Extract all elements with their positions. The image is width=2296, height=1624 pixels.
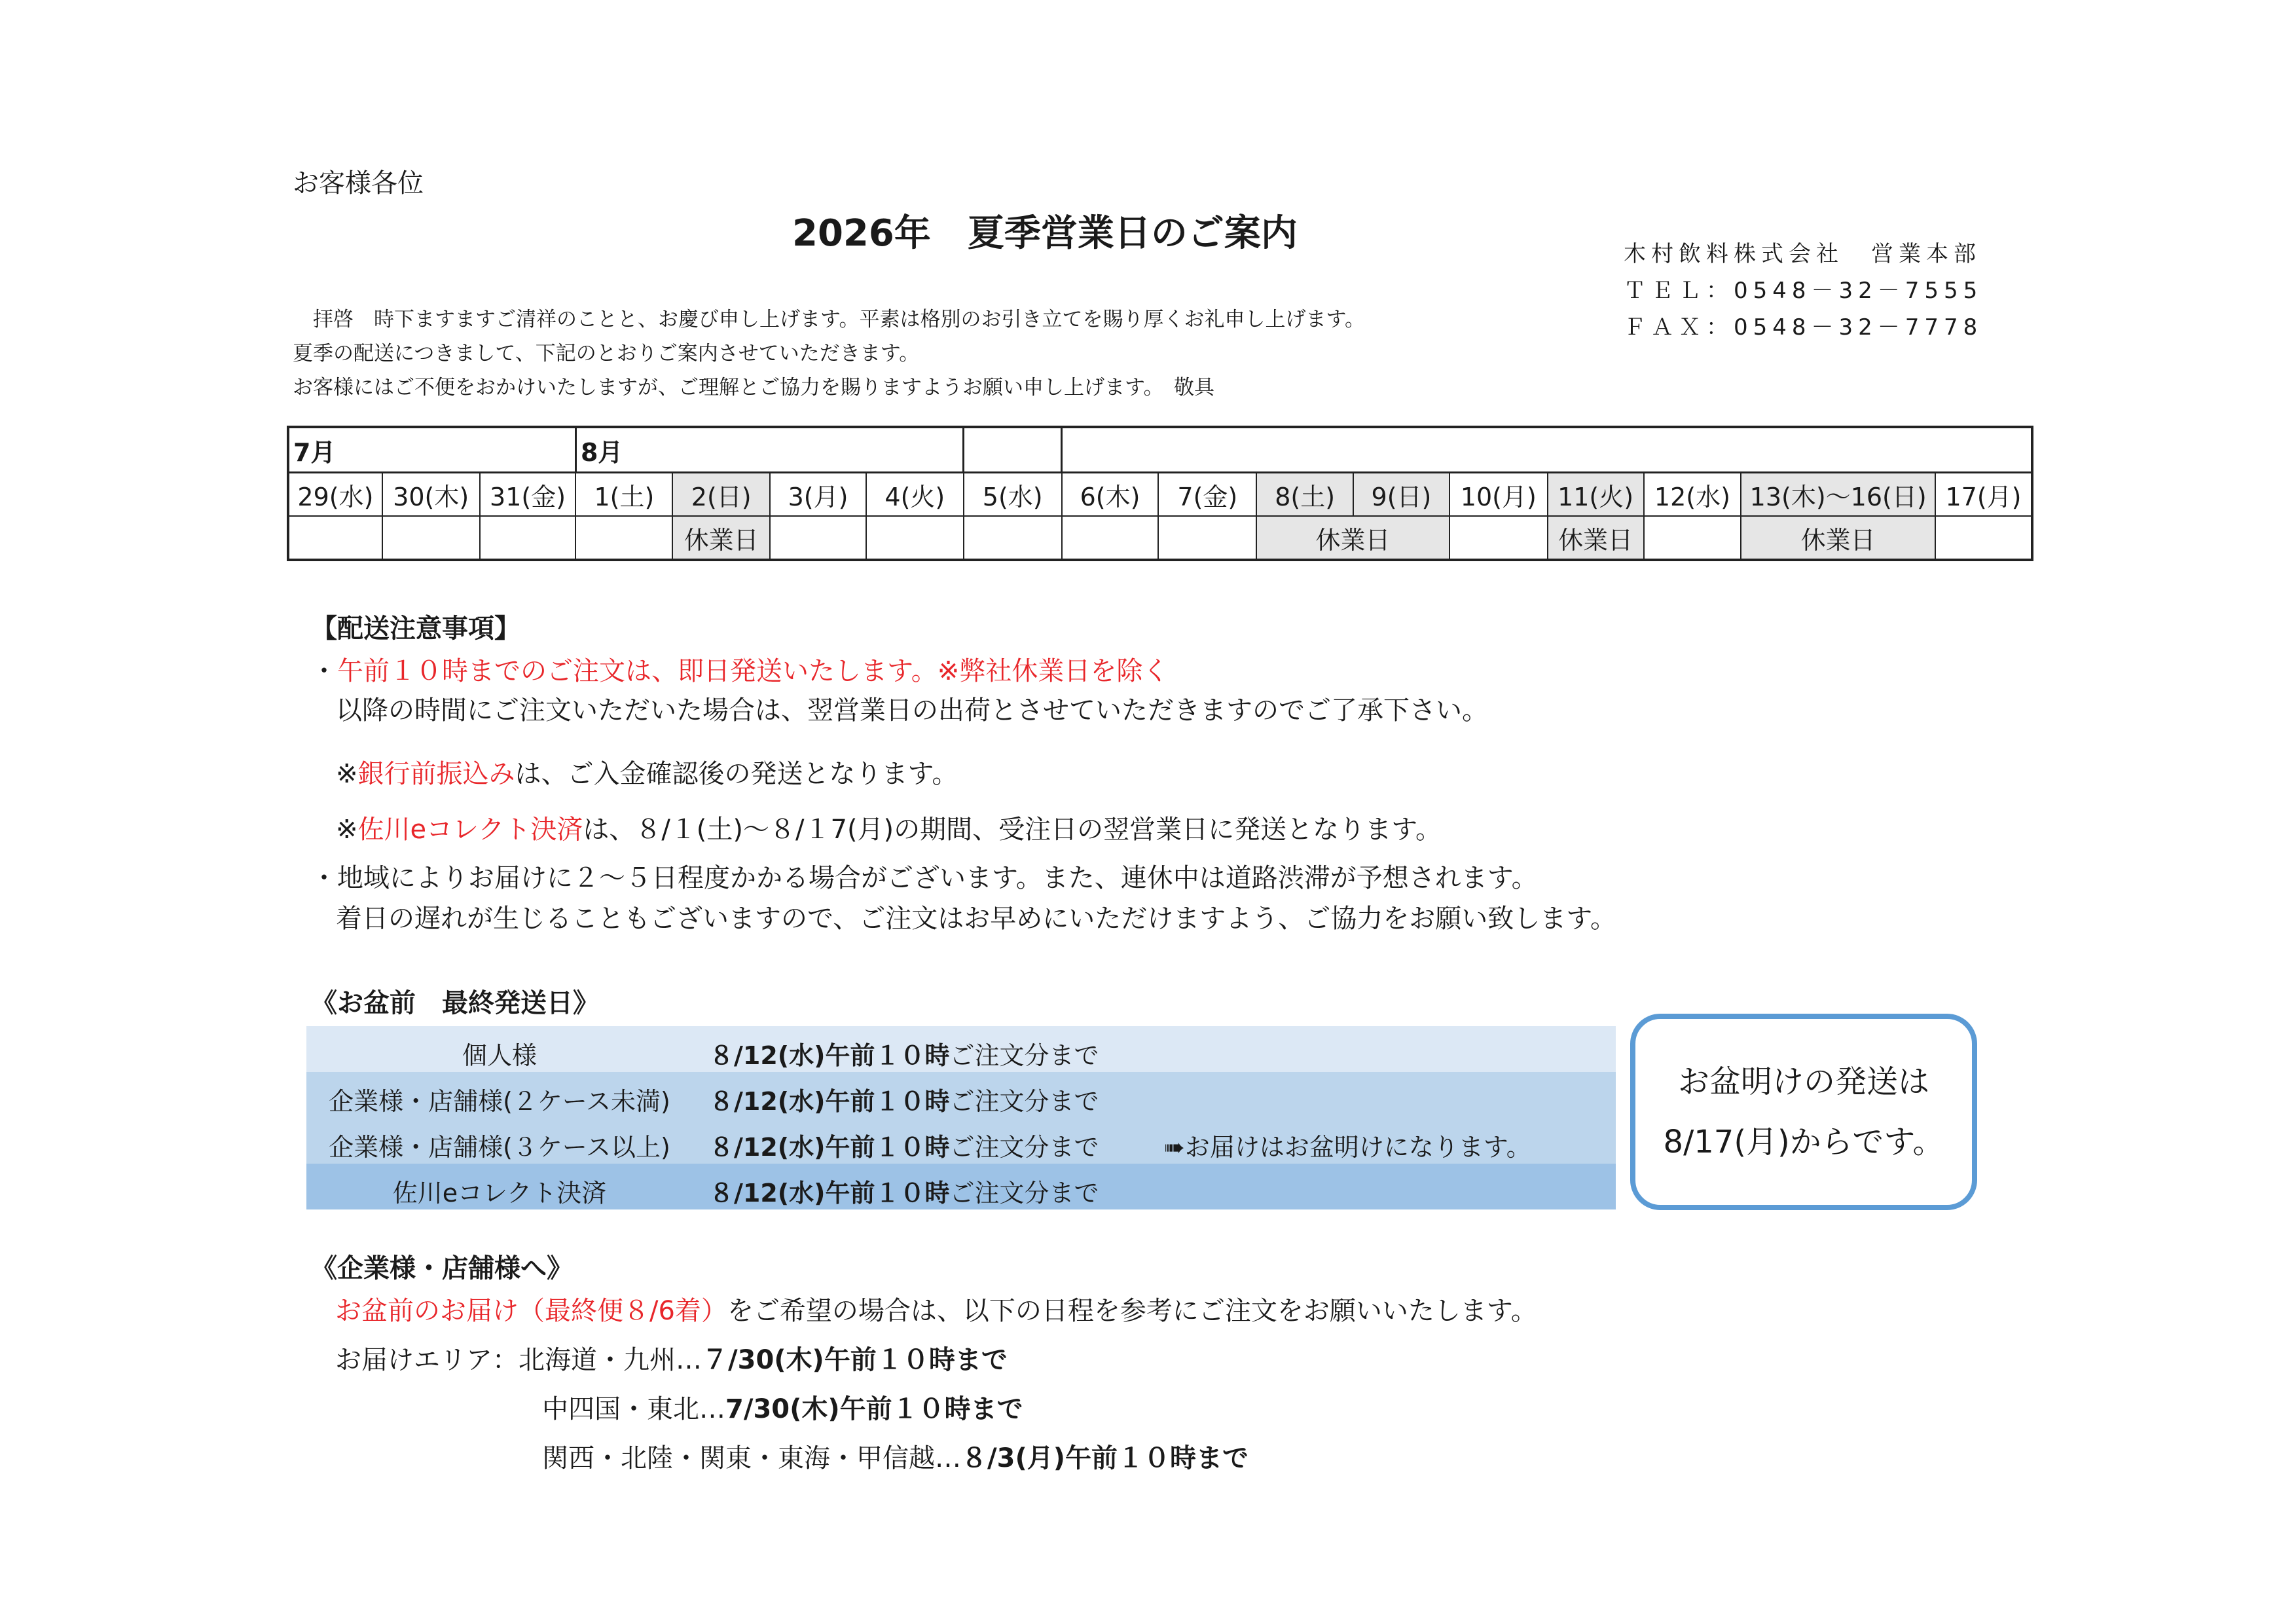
deadline-date: ８/12(水)午前１０時 <box>709 1087 950 1116</box>
area-label: お届けエリア： <box>335 1345 519 1375</box>
calendar-day: 30(木) <box>382 473 480 517</box>
delivery-after-obon-note: ➠お届けはお盆明けになります。 <box>1164 1133 1531 1162</box>
calendar-day: 17(月) <box>1935 473 2032 517</box>
customer-type: 佐川eコレクト決済 <box>392 1179 607 1208</box>
calendar-day: 9(日) <box>1353 473 1449 517</box>
deadline-date: ８/12(水)午前１０時 <box>709 1041 950 1070</box>
area-deadline: 7/30(木)午前１０時まで <box>725 1394 1023 1424</box>
bullet: ・ <box>311 656 337 686</box>
calendar-status <box>1935 516 2032 560</box>
calendar-status <box>382 516 480 560</box>
deadline <box>709 1127 1099 1163</box>
shipping-row <box>306 1118 1616 1164</box>
month-july: 7月 <box>288 427 575 473</box>
calendar-day: 12(水) <box>1644 473 1741 517</box>
greeting-line: 拝啓 時下ますますご清祥のことと、お慶び申し上げます。平素は格別のお引き立てを賜り厚くお礼申し上げます。 <box>293 308 1366 331</box>
calendar-day: 13(木)～16(日) <box>1741 473 1935 517</box>
calendar-status <box>1449 516 1548 560</box>
customer-type: 個人様 <box>462 1041 537 1070</box>
same-day-shipping-note: 午前１０時までのご注文は、即日発送いたします。※弊社休業日を除く <box>337 656 1169 686</box>
calendar-day: 2(日) <box>672 473 770 517</box>
notes-line <box>311 802 1616 858</box>
notes-heading: 【配送注意事項】 <box>311 614 520 644</box>
calendar-status <box>1062 516 1159 560</box>
deadline <box>709 1173 1099 1209</box>
notes-line: 以降の時間にご注文いただいた場合は、翌営業日の出荷とさせていただきますのでご了承下さい。 <box>336 695 1488 726</box>
last-shipping-table <box>306 1026 1616 1209</box>
calendar-status <box>575 516 672 560</box>
shipping-notes <box>311 606 1616 939</box>
calendar-day: 1(土) <box>575 473 672 517</box>
area-line <box>335 1336 1537 1385</box>
company-tel: ＴＥＬ：0548－32－7555 <box>1624 278 1983 304</box>
deadline <box>709 1081 1099 1117</box>
customer-type: 企業様・店舗様(２ケース未満) <box>329 1087 670 1116</box>
bank-transfer-label: 銀行前振込み <box>357 759 515 789</box>
shipping-row <box>306 1164 1616 1209</box>
greeting-text <box>293 303 1365 405</box>
calendar-status <box>288 516 382 560</box>
holiday-cell: 休業日 <box>1548 516 1644 560</box>
deadline-suffix: ご注文分まで <box>949 1041 1099 1070</box>
notes-line: 着日の遅れが生じることもございますので、ご注文はお早めにいただけますよう、ご協力をお願い致します。 <box>336 904 1616 934</box>
corporate-heading: 《企業様・店舗様へ》 <box>311 1253 573 1283</box>
deadline <box>709 1035 1099 1071</box>
calendar-status <box>964 516 1062 560</box>
business-calendar <box>287 426 2033 561</box>
holiday-cell: 休業日 <box>672 516 770 560</box>
area-line <box>335 1385 1537 1434</box>
shipping-row <box>306 1026 1616 1072</box>
calendar-day: 4(火) <box>866 473 964 517</box>
calendar-status <box>1644 516 1741 560</box>
calendar-day: 3(月) <box>770 473 866 517</box>
notes-line <box>311 747 1616 802</box>
shipping-row <box>306 1072 1616 1118</box>
area-deadline: ７/30(木)午前１０時まで <box>702 1345 1008 1375</box>
deadline-date: ８/12(水)午前１０時 <box>709 1179 950 1208</box>
sagawa-collect-text: は、８/１(土)～８/１7(月)の期間、受注日の翌営業日に発送となります。 <box>583 815 1442 845</box>
notes-line <box>311 652 1616 691</box>
notes-line: ・地域によりお届けに２～５日程度かかる場合がございます。また、連休中は道路渋滞が予想されます。 <box>311 863 1538 893</box>
customer-type: 企業様・店舗様(３ケース以上) <box>329 1133 670 1162</box>
corporate-intro <box>335 1287 1537 1336</box>
post-obon-callout <box>1630 1014 1977 1210</box>
area-line <box>335 1434 1537 1483</box>
company-info <box>1624 236 1982 346</box>
final-delivery-label: お盆前のお届け（最終便８/6着） <box>335 1296 727 1326</box>
calendar-day: 10(月) <box>1449 473 1548 517</box>
area-name: 関西・北陸・関東・東海・甲信越… <box>542 1443 961 1473</box>
corporate-section <box>335 1287 1537 1483</box>
area-name: 中四国・東北… <box>542 1394 725 1424</box>
calendar-day: 31(金) <box>480 473 576 517</box>
month-blank <box>1062 427 2032 473</box>
holiday-cell: 休業日 <box>1256 516 1449 560</box>
company-fax: ＦＡＸ：0548－32－7778 <box>1624 314 1983 341</box>
company-name: 木村飲料株式会社 営業本部 <box>1624 241 1981 267</box>
greeting-line: 夏季の配送につきまして、下記のとおりご案内させていただきます。 <box>293 342 920 365</box>
greeting-line: お客様にはご不便をおかけいたしますが、ご理解とご協力を賜りますようお願い申し上げます。 敬具 <box>293 376 1215 399</box>
month-august: 8月 <box>575 427 963 473</box>
area-deadline: ８/3(月)午前１０時まで <box>961 1443 1249 1473</box>
calendar-day: 11(火) <box>1548 473 1644 517</box>
obon-heading: 《お盆前 最終発送日》 <box>311 988 599 1018</box>
calendar-status <box>770 516 866 560</box>
deadline-suffix: ご注文分まで <box>949 1133 1099 1162</box>
deadline-date: ８/12(水)午前１０時 <box>709 1133 950 1162</box>
calendar-status <box>480 516 576 560</box>
deadline-suffix: ご注文分まで <box>949 1179 1099 1208</box>
calendar-day: 5(水) <box>964 473 1062 517</box>
corporate-intro-text: をご希望の場合は、以下の日程を参考にご注文をお願いいたします。 <box>727 1296 1537 1326</box>
area-name: 北海道・九州… <box>519 1345 702 1375</box>
calendar-day: 7(金) <box>1158 473 1256 517</box>
callout-line: お盆明けの発送は <box>1677 1063 1929 1100</box>
page-title: 2026年 夏季営業日のご案内 <box>792 212 1298 255</box>
sagawa-collect-label: 佐川eコレクト決済 <box>357 815 583 845</box>
holiday-cell: 休業日 <box>1741 516 1935 560</box>
calendar-status <box>866 516 964 560</box>
note-mark: ※ <box>336 759 358 789</box>
month-blank <box>964 427 1062 473</box>
deadline-suffix: ご注文分まで <box>949 1087 1099 1116</box>
bank-transfer-text: は、ご入金確認後の発送となります。 <box>515 759 958 789</box>
calendar-status <box>1158 516 1256 560</box>
callout-line: 8/17(月)からです。 <box>1663 1124 1944 1160</box>
calendar-day: 6(木) <box>1062 473 1159 517</box>
salutation: お客様各位 <box>293 168 424 198</box>
calendar-day: 8(土) <box>1256 473 1353 517</box>
note-mark: ※ <box>336 815 358 845</box>
calendar-day: 29(水) <box>288 473 382 517</box>
